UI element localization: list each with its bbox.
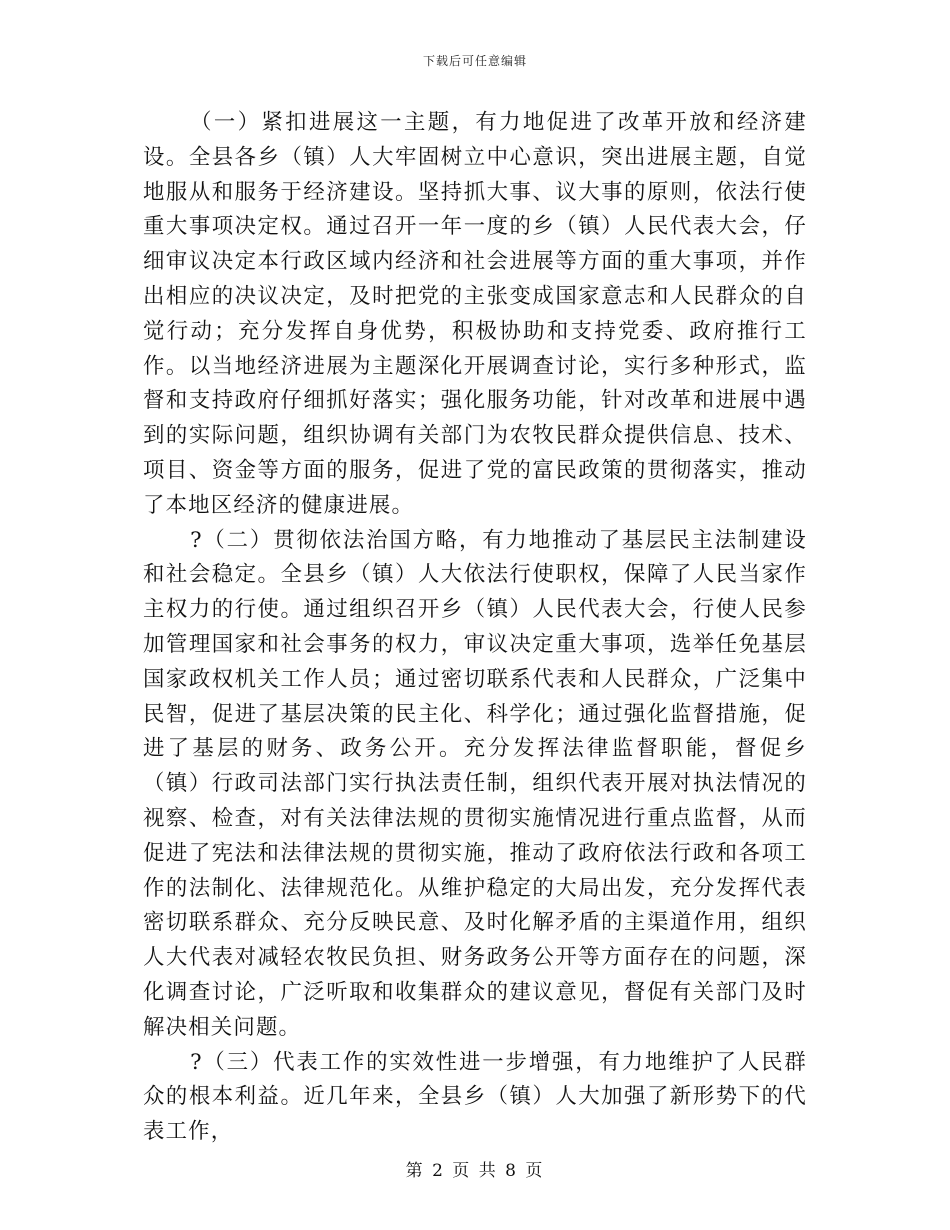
page-header: 下载后可任意编辑 [422, 54, 527, 68]
document-body [143, 106, 807, 1150]
paragraph-3: ?（三）代表工作的实效性进一步增强，有力地维护了人民群众的根本利益。近几年来，全县乡（镇）人大加强了新形势下的代表工作， [143, 1049, 807, 1145]
page-number: 第 2 页 共 8 页 [405, 1161, 545, 1181]
paragraph-2: ?（二）贯彻依法治国方略，有力地推动了基层民主法制建设和社会稳定。全县乡（镇）人大依法行使职权，保障了人民当家作主权力的行使。通过组织召开乡（镇）人民代表大会，行使人民参加管理国家和社会事务的权力，审议决定重大事项，选举任免基层国家政权机关工作人员；通过密切联系代表和人民群众，广泛集中民智，促进了基层决策的民主化、科学化；通过强化监督措施，促进了基层的财务、政务公开。充分发挥法律监督职能，督促乡（镇）行政司法部门实行执法责任制，组织代表开展对执法情况的视察、检查，对有关法律法规的贯彻实施情况进行重点监督，从而促进了宪法和法律法规的贯彻实施，推动了政府依法行政和各项工作的法制化、法律规范化。从维护稳定的大局出发，充分发挥代表密切联系群众、充分反映民意、及时化解矛盾的主渠道作用，组织人大代表对减轻农牧民负担、财务政务公开等方面存在的问题，深化调查讨论，广泛听取和收集群众的建议意见，督促有关部门及时解决相关问题。 [143, 527, 807, 1040]
paragraph-1: （一）紧扣进展这一主题，有力地促进了改革开放和经济建设。全县各乡（镇）人大牢固树立中心意识，突出进展主题，自觉地服从和服务于经济建设。坚持抓大事、议大事的原则，依法行使重大事项决定权。通过召开一年一度的乡（镇）人民代表大会，仔细审议决定本行政区域内经济和社会进展等方面的重大事项，并作出相应的决议决定，及时把党的主张变成国家意志和人民群众的自觉行动；充分发挥自身优势，积极协助和支持党委、政府推行工作。以当地经济进展为主题深化开展调查讨论，实行多种形式，监督和支持政府仔细抓好落实；强化服务功能，针对改革和进展中遇到的实际问题，组织协调有关部门为农牧民群众提供信息、技术、项目、资金等方面的服务，促进了党的富民政策的贯彻落实，推动了本地区经济的健康进展。 [143, 110, 807, 518]
